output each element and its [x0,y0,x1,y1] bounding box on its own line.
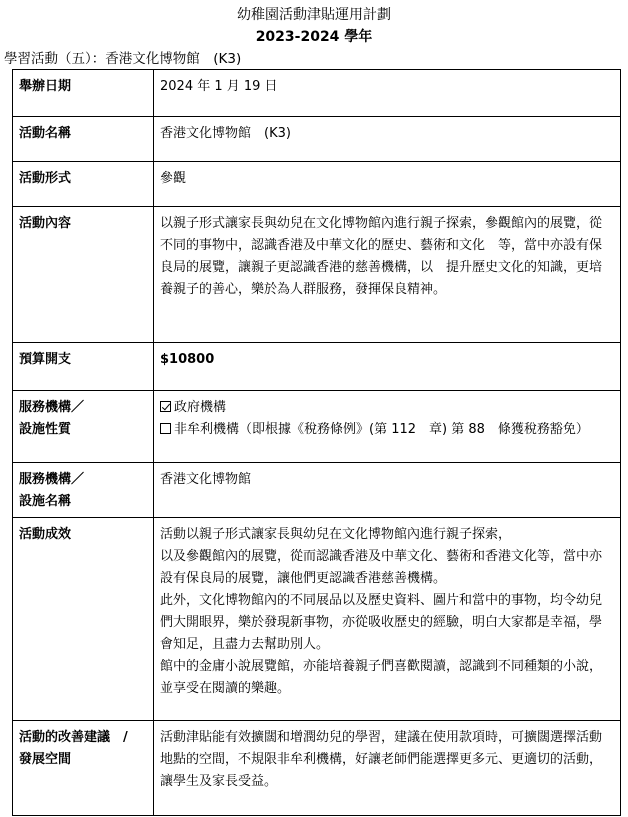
nature-label-line2: 設施性質 [19,422,72,437]
row-name [13,117,621,162]
improve-value: 活動津貼能有效擴闊和增潤幼兒的學習，建議在使用款項時，可擴闊選擇活動地點的空間，不規限非牟利機構，好讓老師們能選擇更多元、更適切的活動，讓學生及家長受益。 [154,721,621,816]
activity-table [12,69,621,816]
outcome-value [154,518,621,721]
facility-label [13,463,154,518]
checkbox-unchecked-icon[interactable] [160,423,171,434]
form-value: 參觀 [154,162,621,207]
document-title: 幼稚園活動津貼運用計劃 [237,7,391,23]
content-value: 以親子形式讓家長與幼兒在文化博物館內進行親子探索，參觀館內的展覽，從不同的事物中，認識香港及中華文化的歷史、藝術和文化 等，當中亦設有保良局的展覽，讓親子更認識香港的慈善機構，以 提升歷史文化的知識，更培養親子的善心，樂於為人群服務，發揮保良精神。 [154,207,621,343]
row-date [13,70,621,117]
outcome-paragraph: 此外，文化博物館內的不同展品以及歷史資料、圖片和當中的事物，均令幼兒們大開眼界，樂於發現新事物，亦從吸收歷史的經驗，明白大家都是幸福，學會知足，且盡力去幫助別人。 [160,593,603,652]
facility-label-line1: 服務機構／ [19,472,85,487]
improve-label [13,721,154,816]
facility-value: 香港文化博物館 [154,463,621,518]
date-label: 舉辦日期 [13,70,154,117]
content-label: 活動內容 [13,207,154,343]
nature-label [13,391,154,463]
option-government-label: 政府機構 [174,400,227,415]
option-nonprofit [160,419,614,441]
form-label: 活動形式 [13,162,154,207]
activity-subtitle: 學習活動（五）：香港文化博物館 (K3) [4,51,242,67]
school-year: 2023-2024 學年 [255,29,373,45]
row-facility [13,463,621,518]
checkbox-checked-icon[interactable] [160,401,171,412]
nature-label-line1: 服務機構／ [19,400,85,415]
row-form [13,162,621,207]
improve-label-line2: 發展空間 [19,752,72,767]
name-value: 香港文化博物館 (K3) [154,117,621,162]
row-content [13,207,621,343]
outcome-paragraph: 館中的金庸小說展覽館，亦能培養親子們喜歡閱讀，認識到不同種類的小說，並享受在閱讀的樂趣。 [160,659,603,696]
row-budget [13,343,621,391]
outcome-paragraph: 以及參觀館內的展覽，從而認識香港及中華文化、藝術和香港文化等，當中亦設有保良局的展覽，讓他們更認識香港慈善機構。 [160,549,603,586]
date-value: 2024 年 1 月 19 日 [154,70,621,117]
name-label: 活動名稱 [13,117,154,162]
row-outcome [13,518,621,721]
option-government [160,397,614,419]
row-nature [13,391,621,463]
row-improve [13,721,621,816]
outcome-paragraph: 活動以親子形式讓家長與幼兒在文化博物館內進行親子探索， [160,527,512,542]
nature-options [154,391,621,463]
improve-label-line1: 活動的改善建議 / [19,730,128,745]
facility-label-line2: 設施名稱 [19,494,72,509]
budget-label: 預算開支 [13,343,154,391]
option-nonprofit-label: 非牟利機構（即根據《稅務條例》(第 112 章) 第 88 條獲稅務豁免） [174,422,589,437]
budget-value: $10800 [154,343,621,391]
outcome-label: 活動成效 [13,518,154,721]
